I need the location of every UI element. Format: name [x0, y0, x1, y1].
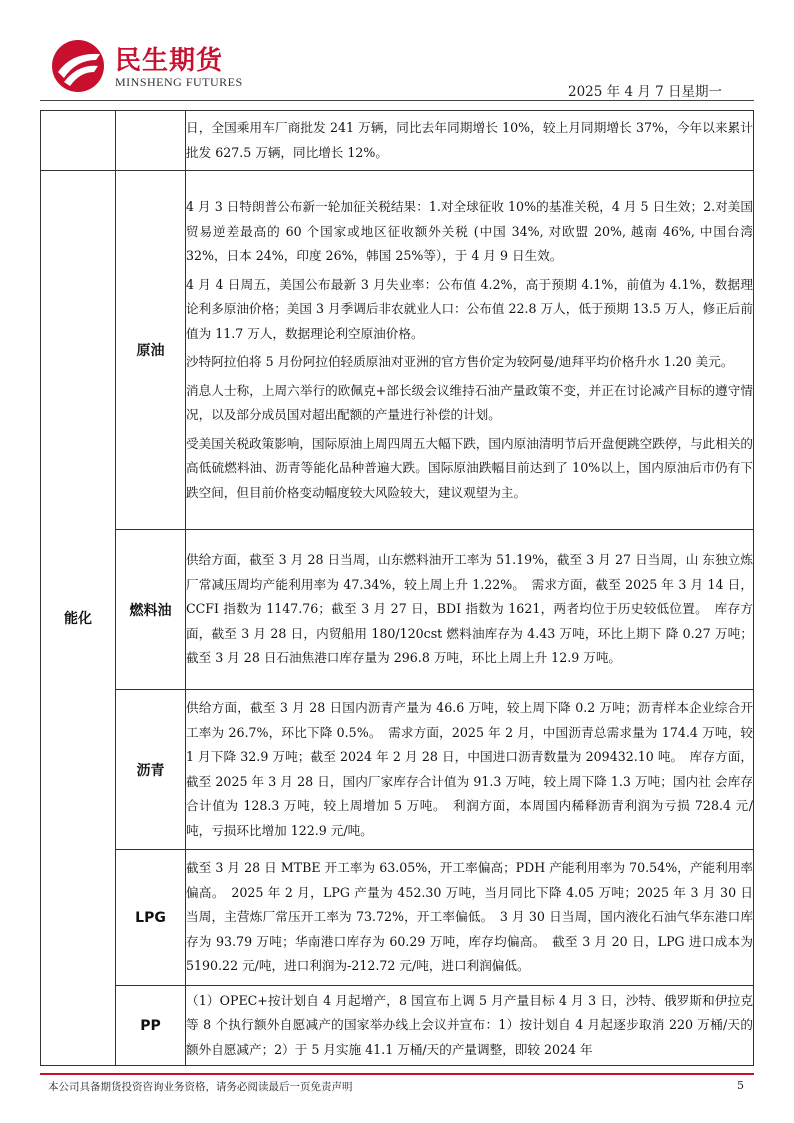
- asphalt-content: 供给方面，截至 3 月 28 日国内沥青产量为 46.6 万吨，较上周下降 0.2 万吨；沥青样本企业综合开工率为 26.7%，环比下降 0.5%。 需求方面，2025 年 2 月，中国沥青总需求量为 174.4 万吨，较 1 月下降 32.9 万吨；截至 2024 年 2 月 28 日，中国进口沥青数量为 209432.10 吨。 库存方面，截至 2025 年 3 月 28 日，国内厂家库存合计值为 91.3 万吨，较上周下降 1.3 万吨；国内社 会库存合计值为 128.3 万吨，较上周增加 5 万吨。 利润方面，本周国内稀释沥青利润为亏损 728.4 元/吨，亏损环比增加 122.9 元/吨。: [186, 690, 754, 850]
- lpg-content: 截至 3 月 28 日 MTBE 开工率为 63.05%，开工率偏高；PDH 产能利用率为 70.54%，产能利用率偏高。 2025 年 2 月，LPG 产量为 452.30 万吨，当月同比下降 4.05 万吨；2025 年 3 月 30 日当周，主营炼厂常压开工率为 73.72%，开工率偏低。 3 月 30 日当周，国内液化石油气华东港口库存为 93.79 万吨；华南港口库存为 60.29 万吨，库存均偏高。 截至 3 月 20 日，LPG 进口成本为 5190.22 元/吨，进口利润为-212.72 元/吨，进口利润偏低。: [186, 850, 754, 986]
- pp-label: PP: [116, 986, 186, 1066]
- asphalt-label: 沥青: [116, 690, 186, 850]
- table-row: [41, 111, 754, 171]
- disclaimer: 本公司具备期货投资咨询业务资格，请务必阅读最后一页免责声明: [48, 1081, 353, 1093]
- pp-content: （1）OPEC+按计划自 4 月起增产，8 国宣布上调 5 月产量目标 4 月 3 日，沙特、俄罗斯和伊拉克等 8 个执行额外自愿减产的国家举办线上会议并宣布：1）按计划自 4 月起逐步取消 220 万桶/天的额外自愿减产；2）于 5 月实施 41.1 万桶/天的产量调整，即较 2024 年: [186, 986, 754, 1066]
- fuel-oil-label: 燃料油: [116, 530, 186, 690]
- crude-para: 消息人士称，上周六举行的欧佩克+部长级会议维持石油产量政策不变，并正在讨论减产目标的遵守情况，以及部分成员国对超出配额的产量进行补偿的计划。: [186, 382, 753, 422]
- table-row: [41, 690, 754, 850]
- crude-para: 4 月 3 日特朗普公布新一轮加征关税结果：1.对全球征收 10%的基准关税，4 月 5 日生效；2.对美国贸易逆差最高的 60 个国家或地区征收额外关税 (中国 34%, 对欧盟 20%, 越南 46%, 中国台湾 32%，日本 24%，印度 26%，韩国 25%等），于 4 月 9 日生效。: [186, 199, 753, 263]
- footer-divider: [40, 1073, 754, 1075]
- crude-para: 4 月 4 日周五，美国公布最新 3 月失业率：公布值 4.2%，高于预期 4.1%，前值为 4.1%，数据理论利多原油价格；美国 3 月季调后非农就业人口：公布值 22.8 万人，低于预期 13.5 万人，修正后前值为 11.7 万人，数据理论利空原油价格。: [186, 276, 753, 341]
- fuel-oil-content: 供给方面，截至 3 月 28 日当周，山东燃料油开工率为 51.19%，截至 3 月 27 日当周，山 东独立炼厂常减压周均产能利用率为 47.34%，较上周上升 1.22%。 需求方面，截至 2025 年 3 月 14 日，CCFI 指数为 1147.76；截至 3 月 27 日，BDI 指数为 1621，两者均位于历史较低位置。 库存方面，截至 3 月 28 日，内贸船用 180/120cst 燃料油库存为 4.43 万吨，环比上期下 降 0.27 万吨；截至 3 月 28 日石油焦港口库存量为 296.8 万吨，环比上周上升 12.9 万吨。: [186, 530, 754, 690]
- crude-oil-content: [186, 171, 754, 530]
- top-content-cell: 日，全国乘用车厂商批发 241 万辆，同比去年同期增长 10%，较上月同期增长 37%，今年以来累计批发 627.5 万辆，同比增长 12%。: [186, 111, 754, 171]
- page-number: 5: [737, 1079, 744, 1092]
- crude-para: 受美国关税政策影响，国际原油上周四周五大幅下跌，国内原油清明节后开盘便跳空跌停，与此相关的高低硫燃料油、沥青等能化品种普遍大跌。国际原油跌幅目前达到了 10%以上，国内原油后市仍有下跌空间，但目前价格变动幅度较大风险较大，建议观望为主。: [186, 435, 753, 500]
- lpg-label: LPG: [116, 850, 186, 986]
- brand-name-cn: 民生期货: [115, 46, 224, 76]
- crude-oil-label: 原油: [116, 171, 186, 530]
- report-date: 2025 年 4 月 7 日星期一: [568, 84, 722, 100]
- brand-name-en: MINSHENG FUTURES: [115, 75, 243, 89]
- table-row: [41, 986, 754, 1066]
- table-row: [41, 171, 754, 530]
- empty-sub-cell: [116, 111, 186, 171]
- crude-para: 沙特阿拉伯将 5 月份阿拉伯轻质原油对亚洲的官方售价定为较阿曼/迪拜平均价格升水 1.20 美元。: [186, 354, 734, 369]
- header-divider: [40, 100, 754, 101]
- table-row: [41, 530, 754, 690]
- commodity-table: [40, 110, 754, 1066]
- page-header: [0, 0, 794, 110]
- minsheng-logo-icon: [50, 38, 106, 94]
- empty-category-cell: [41, 111, 116, 171]
- table-row: [41, 850, 754, 986]
- category-cell: 能化: [41, 171, 116, 1066]
